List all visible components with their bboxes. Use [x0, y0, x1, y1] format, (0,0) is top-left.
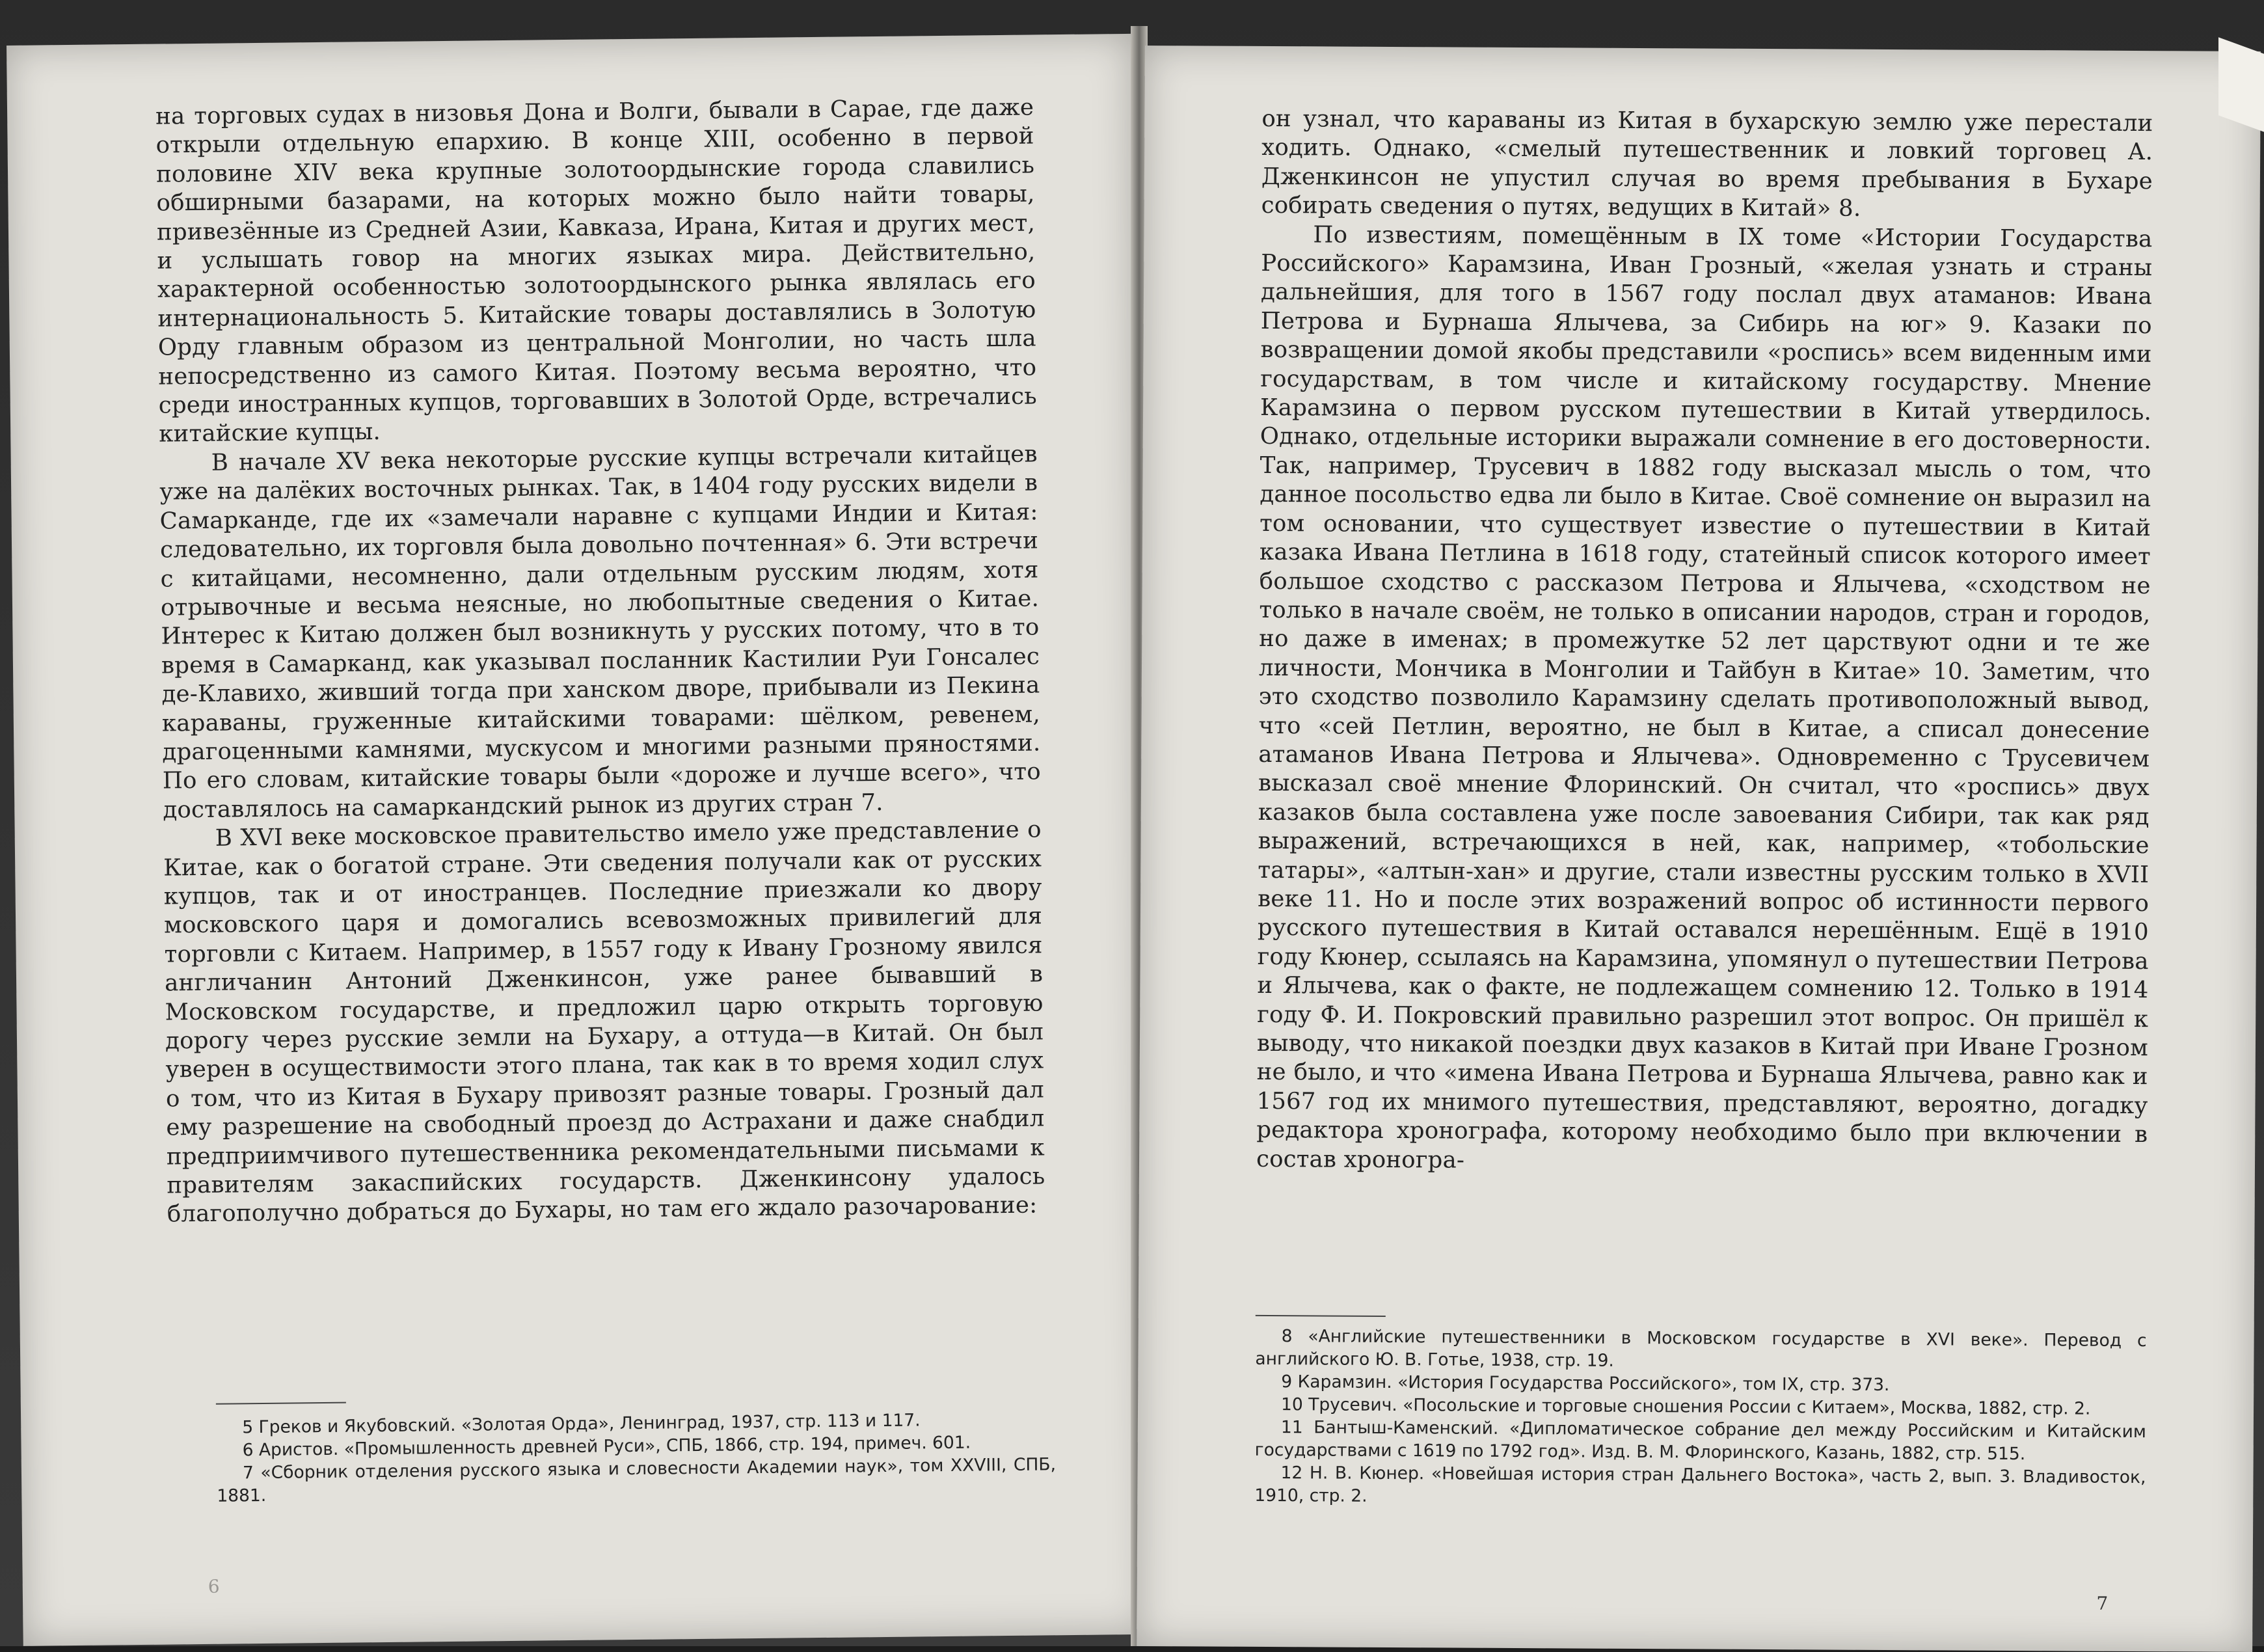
- paragraph: В начале XV века некоторые русские купцы встречали китайцев уже на далёких восточных рынках. Так, в 1404 году русских видели в Самарканде, где их «замечали наравне с купцами Индии и Китая: следовательно, их торговля была довольно почтенная» 6. Эти встречи с китайцами, несомненно, дали отдельным русским людям, хотя отрывочные и весьма неясные, но любопытные сведения о Китае. Интерес к Китаю должен был возникнуть у русских потому, что в то время в Самарканд, как указывал посланник Кастилии Руи Гонсалес де-Клавихо, живший тогда при ханском дворе, прибывали из Пекина караваны, груженные китайскими товарами: шёлком, ревенем, драгоценными камнями, мускусом и многими разными пряностями. По его словам, китайские товары были «дороже и лучше всего», что доставлялось на самаркандский рынок из других стран 7.: [159, 440, 1041, 824]
- footnote: 11 Бантыш-Каменский. «Дипломатическое собрание дел между Российским и Китайским государствами с 1619 по 1792 год». Изд. В. М. Флоринского, Казань, 1882, стр. 515.: [1254, 1417, 2146, 1465]
- right-page-body: [1256, 105, 2153, 1178]
- footnote: 9 Карамзин. «История Государства Российского», том IX, стр. 373.: [1281, 1372, 1890, 1396]
- footnote-divider: [216, 1402, 346, 1405]
- paragraph: на торговых судах в низовья Дона и Волги, бывали в Сарае, где даже открыли отдельную епархию. В конце XIII, особенно в первой половине XIV века крупные золотоордынские города славились обширными базарами, на которых можно было найти товары, привезённые из Средней Азии, Кавказа, Ирана, Китая и других мест, и услышать говор на многих языках мира. Действительно, характерной особенностью золотоордынского рынка являлась его интернациональность 5. Китайские товары доставлялись в Золотую Орду главным образом из центральной Монголии, но часть шла непосредственно из самого Китая. Поэтому весьма вероятно, что среди иностранных купцов, торговавших в Золотой Орде, встречались китайские купцы.: [155, 94, 1037, 448]
- footnote: 5 Греков и Якубовский. «Золотая Орда», Ленинград, 1937, стр. 113 и 117.: [242, 1410, 921, 1438]
- footnote: 8 «Английские путешественники в Московском государстве в XVI веке». Перевод с английского Ю. В. Готье, 1938, стр. 19.: [1255, 1326, 2147, 1371]
- paragraph: По известиям, помещённым в IX томе «Истории Государства Российского» Карамзина, Иван Грозный, «желая узнать и страны дальнейшия, для того в 1567 году послал двух атаманов: Ивана Петрова и Бурнаша Ялычева, за Сибирь на юг» 9. Казаки по возвращении домой якобы представили «роспись» всем виденным ими государствам, в том числе и китайскому государству. Мнение Карамзина о первом русском путешествии в Китай утвердилось. Однако, отдельные историки выражали сомнение в его достоверности. Так, например, Трусевич в 1882 году высказал мысль о том, что данное посольство едва ли было в Китае. Своё сомнение он выразил на том основании, что существует известие о путешествии в Китай казака Ивана Петлина в 1618 году, статейный список которого имеет большое сходство с рассказом Петрова и Ялычева, «сходством не только в начале своём, не только в описании народов, стран и городов, но даже в именах; в промежутке 52 лет царствуют одни и те же личности, Мончика в Монголии и Тайбун в Китае» 10. Заметим, что это сходство позволило Карамзину сделать противоположный вывод, что «сей Петлин, вероятно, не был в Китае, а списал донесение атаманов Ивана Петрова и Ялычева». Одновременно с Трусевичем высказал своё мнение Флоринский. Он считал, что «роспись» двух казаков была составлена уже после завоевания Сибири, так как ряд выражений, встречающихся в ней, как, например, «тобольские татары», «алтын-хан» и другие, стали известны русским только в XVII веке 11. Но и после этих возражений вопрос об истинности первого русского путешествия в Китай оставался нерешённым. Ещё в 1910 году Кюнер, ссылаясь на Карамзина, упомянул о путешествии Петрова и Ялычева, как о факте, не подлежащем сомнению 12. Только в 1914 году Ф. И. Покровский правильно разрешил этот вопрос. Он пришёл к выводу, что никакой поездки двух казаков в Китай при Иване Грозном не было, и что «имена Ивана Петрова и Бурнаша Ялычева, равно как и 1567 год их мнимого путешествия, представляют, вероятно, догадку редактора хронографа, которому необходимо было при включении в состав хроногра-: [1256, 221, 2153, 1174]
- page-corner-tab: [2218, 37, 2264, 131]
- right-page-footnotes: [1254, 1325, 2146, 1511]
- footnote: 7 «Сборник отделения русского языка и словесности Академии наук», том XXVIII, СПБ, 1881.: [217, 1454, 1057, 1506]
- paragraph: В XVI веке московское правительство имело уже представление о Китае, как о богатой стране. Эти сведения получали как от русских купцов, так и от иностранцев. Последние приезжали ко двору московского царя и домогались всевозможных привилегий для торговли с Китаем. Например, в 1557 году к Ивану Грозному явился англичанин Антоний Дженкинсон, уже ранее бывавший в Московском государстве, и предложил царю открыть торговую дорогу через русские земли на Бухару, а оттуда—в Китай. Он был уверен в осуществимости этого плана, так как в то время ходил слух о том, что из Китая в Бухару привозят разные товары. Грозный дал ему разрешение на свободный проезд до Астрахани и даже снабдил предприимчивого путешественника рекомендательными письмами к правителям закаспийских государств. Дженкинсону удалось благополучно добраться до Бухары, но там его ждало разочарование:: [163, 816, 1045, 1228]
- page-number: 7: [2096, 1592, 2109, 1614]
- left-page: [7, 34, 1149, 1646]
- footnote-divider: [1256, 1315, 1386, 1317]
- left-page-footnotes: [216, 1407, 1056, 1508]
- footnote: 10 Трусевич. «Посольские и торговые сношения России с Китаем», Москва, 1882, стр. 2.: [1280, 1394, 2091, 1419]
- right-page: [1137, 46, 2261, 1652]
- footnote: 12 Н. В. Кюнер. «Новейшая история стран Дальнего Востока», часть 2, вып. 3. Владивосток, 1910, стр. 2.: [1254, 1463, 2146, 1506]
- footnote: 6 Аристов. «Промышленность древней Руси», СПБ, 1866, стр. 194, примеч. 601.: [242, 1432, 971, 1461]
- page-number: 6: [208, 1575, 220, 1597]
- left-page-body: [155, 93, 1045, 1229]
- paragraph: он узнал, что караваны из Китая в бухарскую землю уже перестали ходить. Однако, «смелый путешественник и ловкий торговец А. Дженкинсон не упустил случая во время пребывания в Бухаре собирать сведения о путях, ведущих в Китай» 8.: [1261, 105, 2153, 222]
